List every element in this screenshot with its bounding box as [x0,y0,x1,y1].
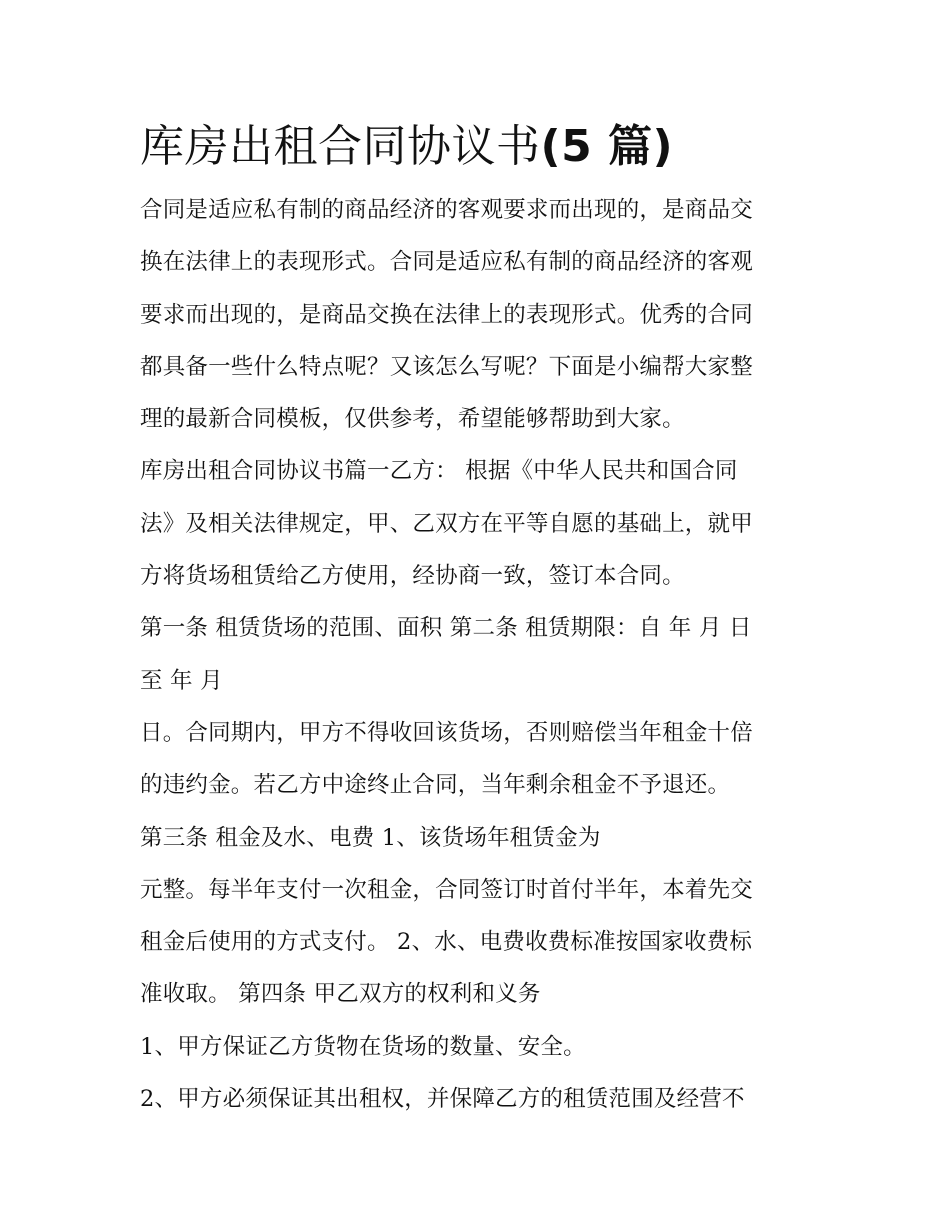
document-title [140,116,820,178]
text-line: 法》及相关法律规定，甲、乙双方在平等自愿的基础上，就甲 [140,510,753,537]
text-line: 理的最新合同模板，仅供参考，希望能够帮助到大家。 [140,406,685,433]
text-line: 合同是适应私有制的商品经济的客观要求而出现的，是商品交 [140,197,753,223]
text-line: 租金后使用的方式支付。 2、水、电费收费标准按国家收费标 [140,929,753,956]
text-line: 方将货场租赁给乙方使用，经协商一致，签订本合同。 [140,563,685,590]
text-line: 要求而出现的，是商品交换在法律上的表现形式。优秀的合同 [140,301,753,328]
title-count: (5 篇) [540,121,674,172]
text-line: 的违约金。若乙方中途终止合同，当年剩余租金不予退还。 [140,772,731,799]
document-body [140,116,820,1125]
text-line: 换在法律上的表现形式。合同是适应私有制的商品经济的客观 [140,249,753,276]
text-line: 库房出租合同协议书篇一乙方： 根据《中华人民共和国合同 [140,458,738,485]
text-line: 1、甲方保证乙方货物在货场的数量、安全。 [140,1033,586,1060]
text-line: 准收取。 第四条 甲乙双方的权利和义务 [140,981,541,1008]
text-line: 都具备一些什么特点呢？又该怎么写呢？下面是小编帮大家整 [140,353,753,380]
text-line: 第一条 租赁货场的范围、面积 第二条 租赁期限：自 年 月 日 [140,615,752,642]
text-line: 日。合同期内，甲方不得收回该货场，否则赔偿当年租金十倍 [140,719,753,746]
text-line: 元整。每半年支付一次租金，合同签订时首付半年，本着先交 [140,876,753,903]
text-line: 2、甲方必须保证其出租权，并保障乙方的租赁范围及经营不 [140,1086,745,1113]
text-line: 至 年 月 [140,667,223,694]
text-line: 第三条 租金及水、电费 1、该货场年租赁金为 [140,824,601,851]
title-main: 库房出租合同协议书 [140,121,541,172]
